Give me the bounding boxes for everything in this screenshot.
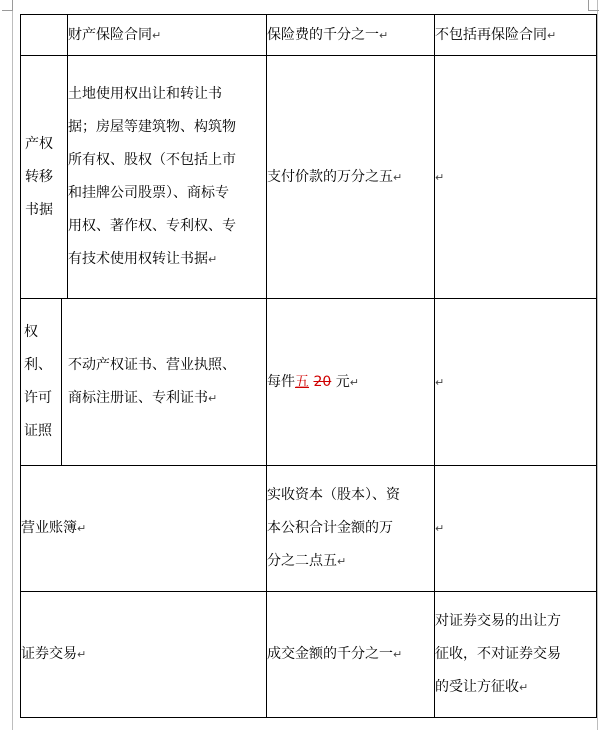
rate-cell [267, 56, 435, 299]
scope-cell [68, 56, 267, 299]
rate-line: 本公积合计金额的万 [267, 520, 393, 536]
note-line: 征收，不对证券交易 [435, 646, 561, 662]
category-cell [21, 592, 267, 718]
crop-mark-top-right [588, 0, 599, 11]
table-row-property-transfer [21, 56, 597, 299]
scope-line: 所有权、股权（不包括上市 [68, 152, 236, 168]
rate-text: 成交金额的千分之一 [267, 646, 393, 662]
scope-line: 有技术使用权转让书据 [68, 251, 208, 267]
paragraph-mark: ↵ [435, 375, 445, 389]
table-row-license [21, 299, 597, 466]
scope-line: 商标注册证、专利证书 [68, 390, 208, 406]
paragraph-mark: ↵ [152, 28, 162, 42]
category-cell [21, 299, 62, 465]
header-cell-rate [267, 15, 435, 56]
paragraph-mark: ↵ [393, 648, 403, 661]
rate-suffix: 元 [335, 373, 350, 390]
crop-mark-top-left [2, 0, 13, 11]
rate-prefix: 每件 [267, 373, 295, 390]
table-row-business-ledger [21, 466, 597, 592]
rate-line: 分之二点五 [267, 553, 337, 569]
rate-cell [267, 466, 435, 592]
tracked-insertion: 五 [295, 373, 309, 390]
category-cell [21, 466, 267, 592]
table-row-securities [21, 592, 597, 718]
rate-cell [267, 592, 435, 718]
paragraph-mark: ↵ [208, 392, 218, 405]
category-line: 权 [24, 324, 38, 340]
page-edge-right [597, 0, 598, 730]
paragraph-mark: ↵ [349, 375, 359, 389]
scope-cell [62, 299, 266, 465]
scope-line: 用权、著作权、专利权、专 [68, 218, 236, 234]
category-line: 利、 [24, 357, 52, 373]
paragraph-mark: ↵ [77, 648, 87, 661]
header-label-contract: 财产保险合同 [68, 26, 152, 43]
paragraph-mark: ↵ [547, 28, 557, 42]
paragraph-mark: ↵ [337, 555, 347, 568]
category-line: 证照 [24, 423, 52, 439]
paragraph-mark: ↵ [208, 253, 218, 266]
page-edge-left [12, 0, 13, 730]
note-line: 的受让方征收 [435, 679, 519, 695]
category-line: 书据 [25, 201, 53, 218]
header-cell-contract [68, 15, 267, 56]
scope-line: 据；房屋等建筑物、构筑物 [68, 119, 236, 135]
paragraph-mark: ↵ [393, 170, 403, 184]
rate-cell [267, 299, 435, 466]
paragraph-mark: ↵ [77, 522, 87, 535]
rate-text: 支付价款的万分之五 [267, 168, 393, 185]
tracked-deletion: 20 [313, 373, 332, 390]
category-cell [21, 56, 68, 299]
category-text: 证券交易 [21, 646, 77, 662]
note-line: 对证券交易的出让方 [435, 613, 561, 629]
table-row-header [21, 15, 597, 56]
rate-line: 实收资本（股本）、资 [267, 487, 400, 503]
license-split-cell [21, 299, 267, 466]
stamp-duty-table [20, 14, 597, 718]
note-cell [435, 592, 597, 718]
note-cell [435, 299, 597, 466]
category-text: 营业账簿 [21, 520, 77, 536]
scope-line: 和挂牌公司股票）、商标专 [68, 185, 229, 201]
header-label-rate: 保险费的千分之一 [267, 26, 379, 43]
paragraph-mark: ↵ [379, 28, 389, 42]
paragraph-mark: ↵ [435, 522, 445, 535]
category-line: 转移 [25, 168, 53, 185]
header-empty-cell [21, 15, 68, 56]
paragraph-mark: ↵ [435, 170, 445, 184]
scope-line: 不动产权证书、营业执照、 [68, 357, 236, 373]
note-cell [435, 466, 597, 592]
note-cell [435, 56, 597, 299]
category-line: 许可 [24, 390, 52, 406]
header-label-note: 不包括再保险合同 [435, 26, 547, 43]
paragraph-mark: ↵ [519, 681, 529, 694]
header-cell-note [435, 15, 597, 56]
category-line: 产权 [25, 135, 53, 152]
scope-line: 土地使用权出让和转让书 [68, 86, 222, 102]
